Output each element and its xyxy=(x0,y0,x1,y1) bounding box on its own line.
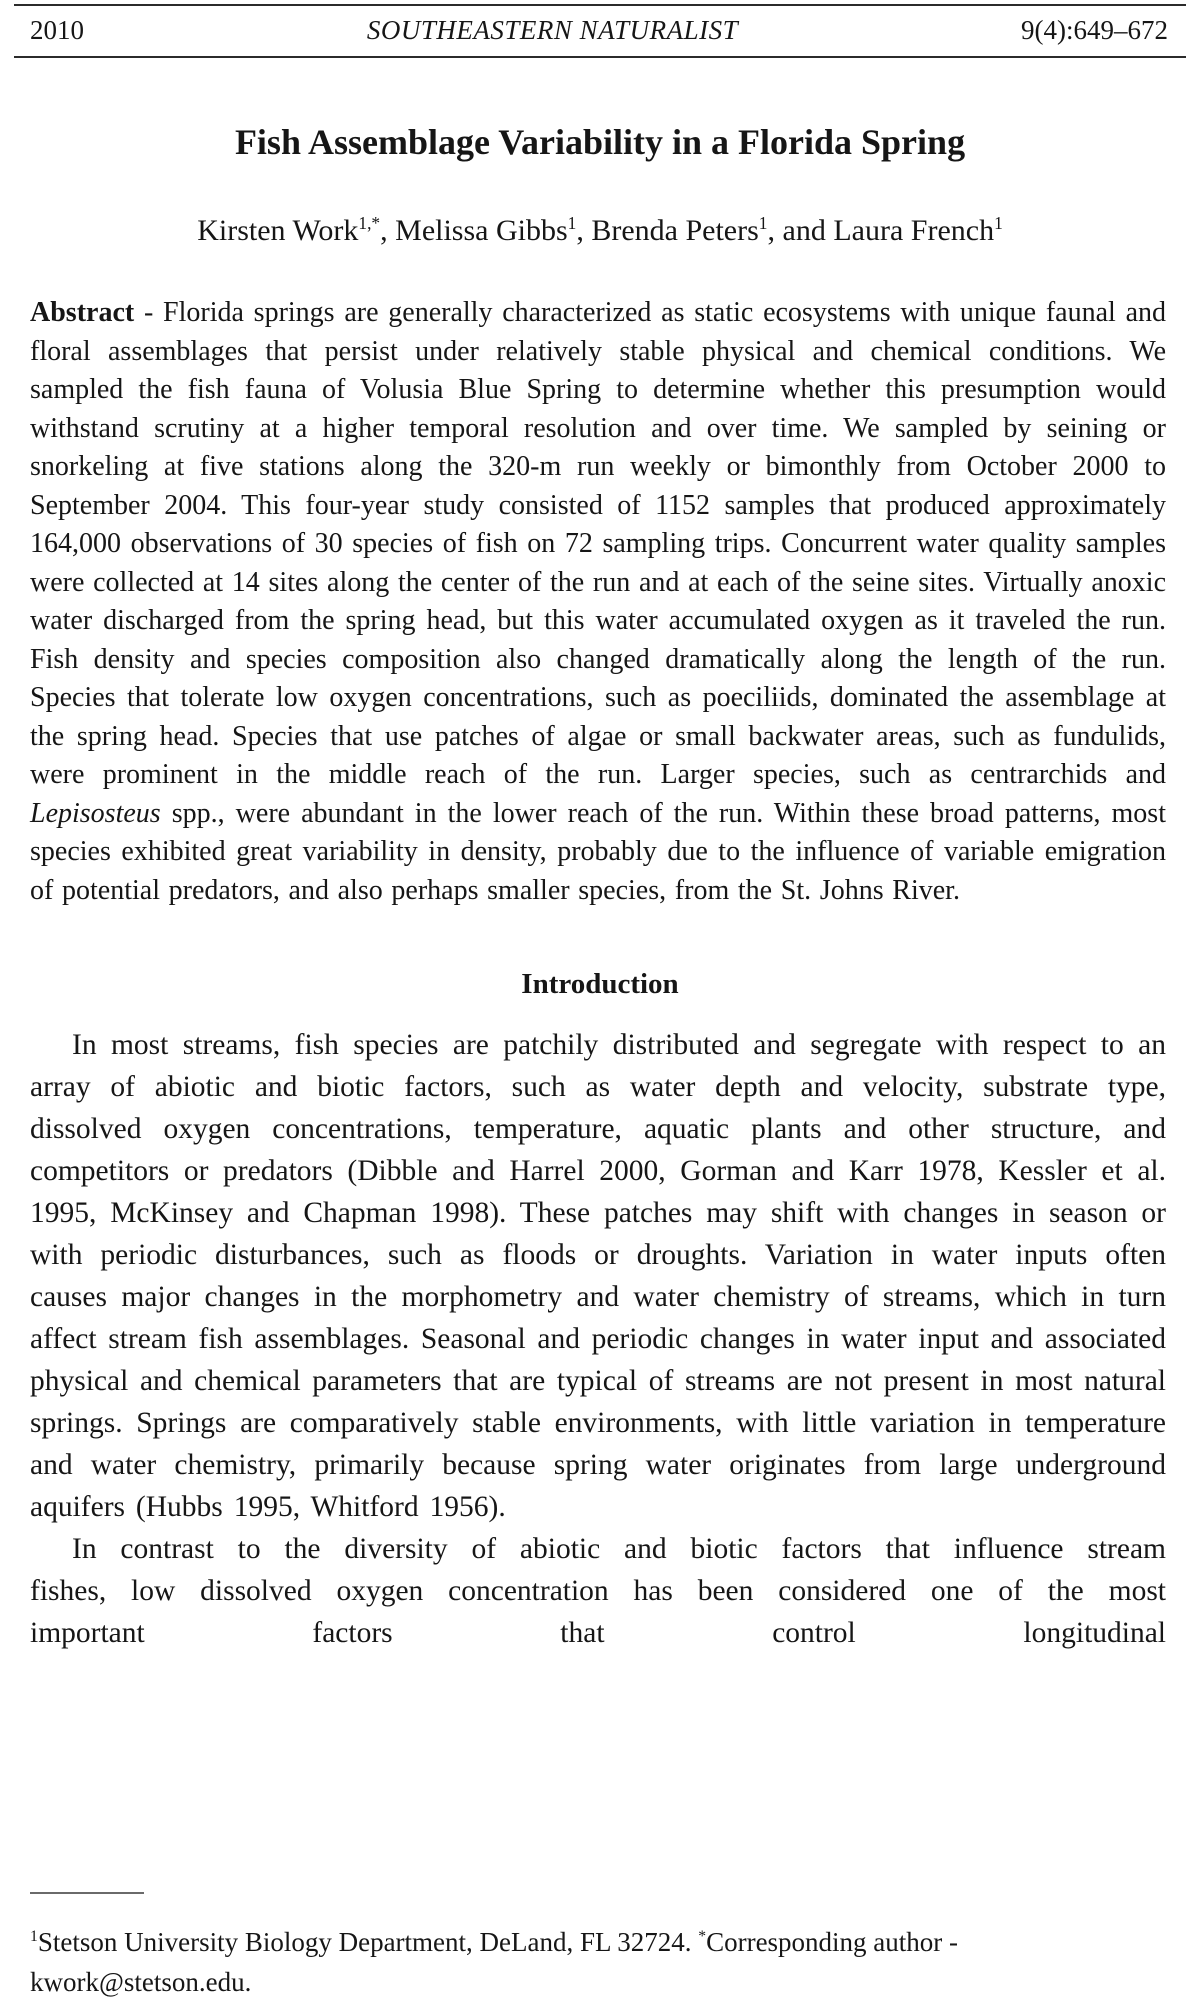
author-superscript: 1,* xyxy=(358,213,381,233)
author-separator: , xyxy=(380,214,396,247)
author-name: Kirsten Work xyxy=(197,214,359,247)
header-year: 2010 xyxy=(30,15,84,45)
abstract-paragraph xyxy=(30,294,1166,910)
journal-header xyxy=(30,14,1168,47)
article-title: Fish Assemblage Variability in a Florida Spring xyxy=(234,122,966,162)
author-name: Laura French xyxy=(833,214,995,247)
header-bottom-rule xyxy=(14,56,1186,58)
abstract-label: Abstract xyxy=(30,297,135,328)
abstract-dash: - xyxy=(134,297,164,328)
abstract-text: spp., were abundant in the lower reach of the run. Within these broad patterns, most species exhibited great variability in density, probably due to the influence of variable emigration of potential predators, and also perhaps smaller species, from the St. Johns River. xyxy=(30,797,1166,906)
header-top-rule xyxy=(14,4,1186,6)
author-name: Melissa Gibbs xyxy=(395,214,568,247)
abstract-text: Florida springs are generally characterized as static ecosystems with unique faunal and floral assemblages that persist under relatively stable physical and chemical conditions. We sampled the fish fauna of Volusia Blue Spring to determine whether this presumption would withstand scrutiny at a higher temporal resolution and over time. We sampled by seining or snorkeling at five stations along the 320-m run weekly or bimonthly from October 2000 to September 2004. This four-year study consisted of 1152 samples that produced approximately 164,000 observations of 30 species of fish on 72 sampling trips. Concurrent water quality samples were collected at 14 sites along the center of the run and at each of the seine sites. Virtually anoxic water discharged from the spring head, but this water accumulated oxygen as it traveled the run. Fish density and species composition also changed dramatically along the length of the run. Species that tolerate low oxygen concentrations, such as poeciliids, dominated the assemblage at the spring head. Species that use patches of algae or small backwater areas, such as fundulids, were prominent in the middle reach of the run. Larger species, such as centrarchids and xyxy=(30,297,1167,790)
footnote-superscript: 1 xyxy=(30,1928,38,1945)
author-superscript: 1 xyxy=(758,213,768,233)
footnote xyxy=(30,1922,1164,2002)
journal-name: SOUTHEASTERN NATURALIST xyxy=(366,15,739,45)
author-separator: , and xyxy=(767,214,834,247)
abstract-species-name: Lepisosteus xyxy=(30,797,161,829)
author-superscript: 1 xyxy=(994,213,1003,233)
section-heading-introduction: Introduction xyxy=(521,968,679,1000)
introduction-paragraph-2: In contrast to the diversity of abiotic and biotic factors that influence stream fishes, low dissolved oxygen concentration has been considered one of the most important factors that control longitudinal xyxy=(30,1533,1166,1649)
author-separator: , xyxy=(576,214,592,247)
header-citation: 9(4):649–672 xyxy=(1021,15,1168,45)
introduction-paragraph-1: In most streams, fish species are patchily distributed and segregate with respect to an array of abiotic and biotic factors, such as water depth and velocity, substrate type, dissolved oxygen concentrations, temperature, aquatic plants and other structure, and competitors or predators (Dibble and Harrel 2000, Gorman and Karr 1978, Kessler et al. 1995, McKinsey and Chapman 1998). These patches may shift with changes in season or with periodic disturbances, such as floods or droughts. Variation in water inputs often causes major changes in the morphometry and water chemistry of streams, which in turn affect stream fish assemblages. Seasonal and periodic changes in water input and associated physical and chemical parameters that are typical of streams are not present in most natural springs. Springs are comparatively stable environments, with little variation in temperature and water chemistry, primarily because spring water originates from large underground aquifers (Hubbs 1995, Whitford 1956). xyxy=(30,1029,1166,1523)
footnote-asterisk: * xyxy=(698,1928,707,1945)
footnote-corresponding-author: Corresponding author - kwork@stetson.edu. xyxy=(30,1927,959,1997)
footnote-affiliation: Stetson University Biology Department, DeLand, FL 32724. xyxy=(37,1927,699,1957)
author-name: Brenda Peters xyxy=(591,214,759,247)
footnote-rule xyxy=(30,1892,144,1894)
authors-line xyxy=(30,212,1170,250)
author-superscript: 1 xyxy=(567,213,577,233)
